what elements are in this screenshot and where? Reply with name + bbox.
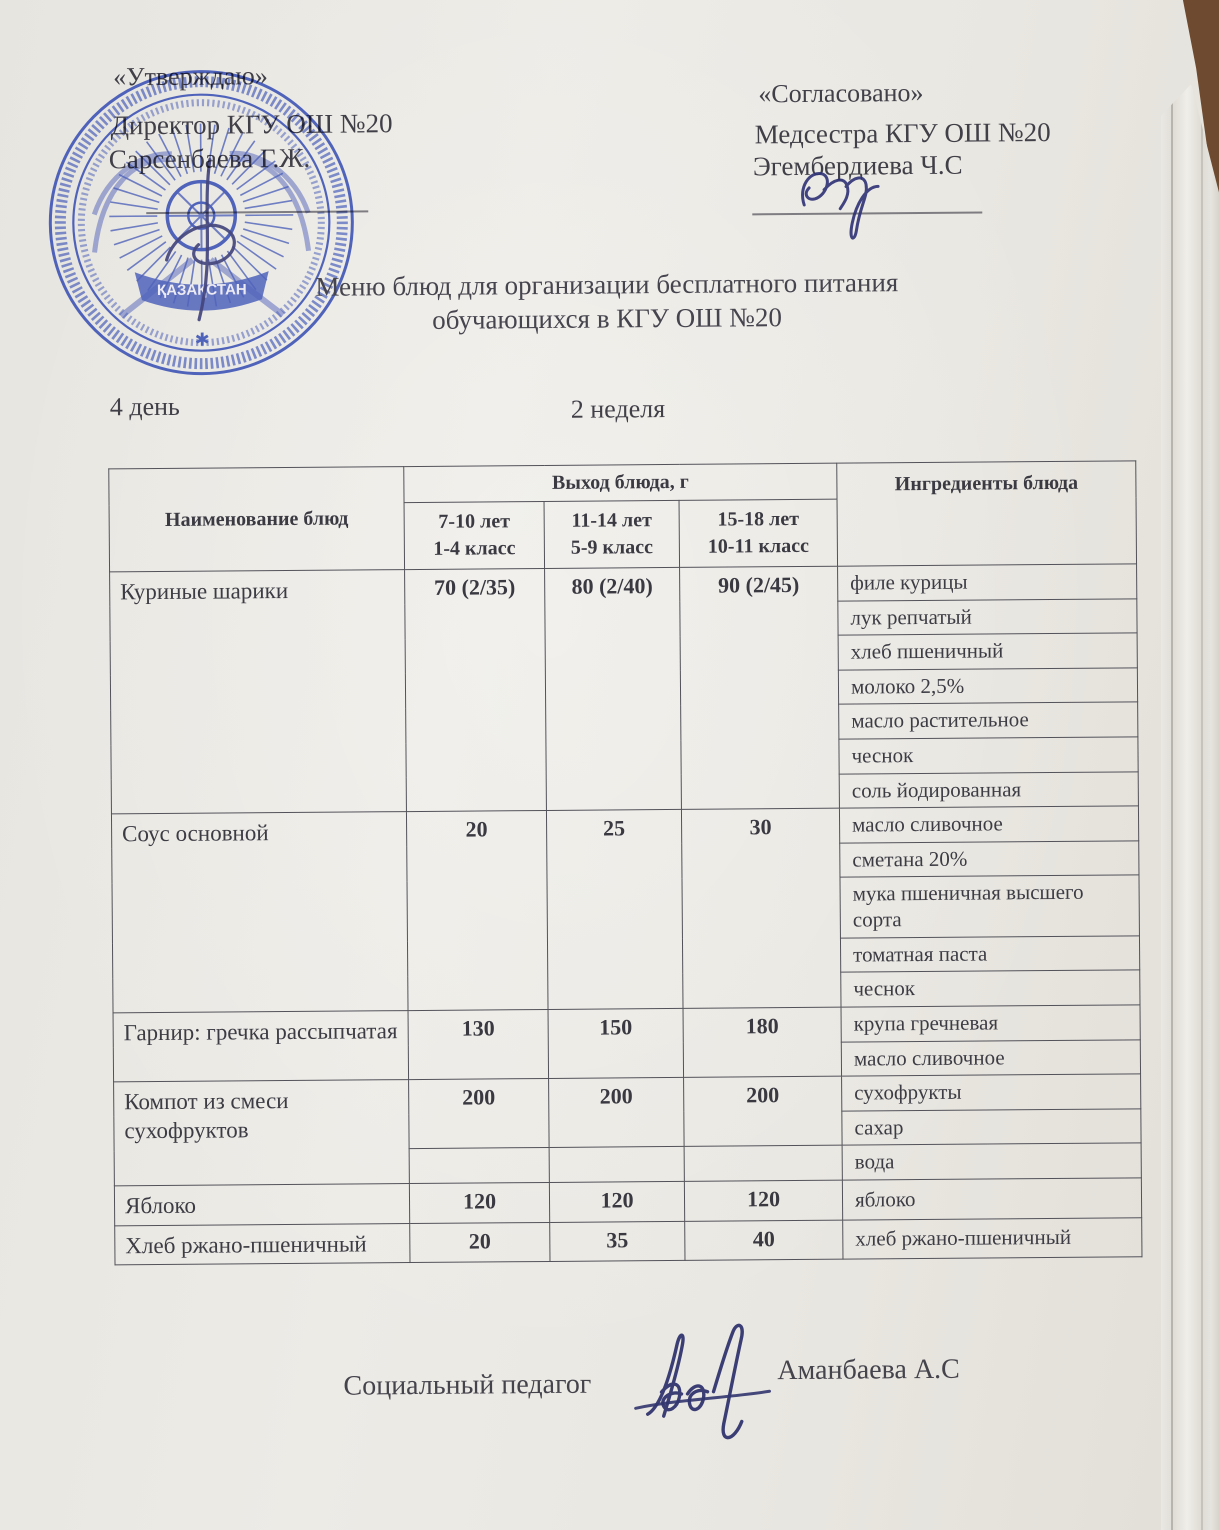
footer-role: Социальный педагог (343, 1368, 592, 1402)
title-line1: Меню блюд для организации бесплатного питания (315, 267, 899, 302)
menu-row (115, 1218, 1142, 1266)
ingredient: мука пшеничная высшего сорта (840, 875, 1139, 938)
table-header-row (109, 461, 1136, 505)
portion-value: 200 (549, 1078, 685, 1148)
nurse-name: Эгембердиева Ч.С (752, 149, 963, 182)
portion-empty (549, 1147, 684, 1183)
portion-empty (409, 1148, 549, 1184)
portion-value: 20 (406, 811, 548, 1011)
nurse-role: Медсестра КГУ ОШ №20 (754, 116, 1051, 150)
ingredient: вода (842, 1143, 1141, 1180)
dish-name: Хлеб ржано-пшеничный (115, 1223, 410, 1265)
pedagog-signature (633, 1321, 804, 1452)
title-line2: обучающихся в КГУ ОШ №20 (432, 301, 783, 335)
portion-value: 180 (683, 1007, 842, 1077)
director-name: Сарсенбаева Г.Ж. (108, 142, 311, 175)
dish-name: Куриные шарики (110, 570, 407, 815)
ingredient: чеснок (841, 970, 1140, 1007)
ingredient: хлеб ржано-пшеничный (843, 1218, 1142, 1260)
ingredient: томатная паста (840, 936, 1139, 973)
col-header-output: Выход блюда, г (404, 463, 837, 502)
ingredient: сухофрукты (842, 1074, 1141, 1111)
ingredient: хлеб пшеничный (838, 633, 1137, 670)
ingredient: масло растительное (839, 702, 1138, 739)
portion-value: 70 (2/35) (405, 568, 547, 811)
col-header-dish: Наименование блюд (109, 467, 405, 572)
col-header-ingredients: Ингредиенты блюда (837, 461, 1137, 566)
portion-value: 120 (684, 1180, 842, 1221)
stamp-banner-text: ҚАЗАҚСТАН (156, 281, 247, 300)
portion-value: 80 (2/40) (545, 567, 682, 810)
ingredient: масло сливочное (841, 1039, 1140, 1076)
age-group-header: 7-10 лет 1-4 класс (404, 501, 545, 569)
portion-value: 150 (548, 1008, 684, 1078)
portion-value: 25 (546, 810, 683, 1010)
portion-value: 20 (410, 1222, 550, 1263)
portion-value: 200 (684, 1076, 843, 1146)
ingredient: соль йодированная (839, 771, 1138, 808)
portion-value: 90 (2/45) (680, 566, 840, 809)
dish-name: Компот из смеси сухофруктов (114, 1080, 410, 1186)
portion-value: 200 (409, 1079, 550, 1149)
portion-value: 130 (408, 1009, 549, 1079)
director-role: Директор КГУ ОШ №20 (110, 108, 393, 141)
portion-value: 30 (681, 808, 841, 1008)
age-group-header: 15-18 лет 10-11 класс (679, 499, 838, 567)
portion-value: 120 (409, 1182, 549, 1223)
menu-table (108, 460, 1142, 1266)
portion-value: 40 (685, 1220, 843, 1261)
ingredient: чеснок (839, 737, 1138, 774)
ingredient: масло сливочное (839, 806, 1138, 843)
portion-value: 35 (550, 1221, 685, 1262)
ingredient: филе курицы (838, 564, 1137, 601)
document-title (147, 265, 1068, 340)
nurse-signature (794, 156, 915, 247)
ingredient: сметана 20% (840, 841, 1139, 878)
dish-name: Соус основной (111, 812, 408, 1013)
dish-name: Гарнир: гречка рассыпчатая (113, 1010, 409, 1082)
age-group-header: 11-14 лет 5-9 класс (544, 500, 680, 568)
portion-value: 120 (549, 1181, 684, 1222)
ingredient: молоко 2,5% (838, 668, 1137, 705)
stamp-star: ✱ (194, 329, 210, 350)
portion-empty (684, 1146, 842, 1182)
ingredient: яблоко (842, 1178, 1141, 1220)
agreed-quoted: «Согласовано» (758, 77, 924, 109)
footer-name: Аманбаева А.С (777, 1353, 960, 1387)
approve-quoted: «Утверждаю» (113, 61, 268, 92)
day-label: 4 день (109, 391, 180, 422)
ingredient: крупа гречневая (841, 1005, 1140, 1042)
ingredient: сахар (842, 1109, 1141, 1146)
dish-name: Яблоко (114, 1184, 409, 1226)
week-label: 2 неделя (570, 394, 666, 424)
ingredient: лук репчатый (838, 598, 1137, 635)
